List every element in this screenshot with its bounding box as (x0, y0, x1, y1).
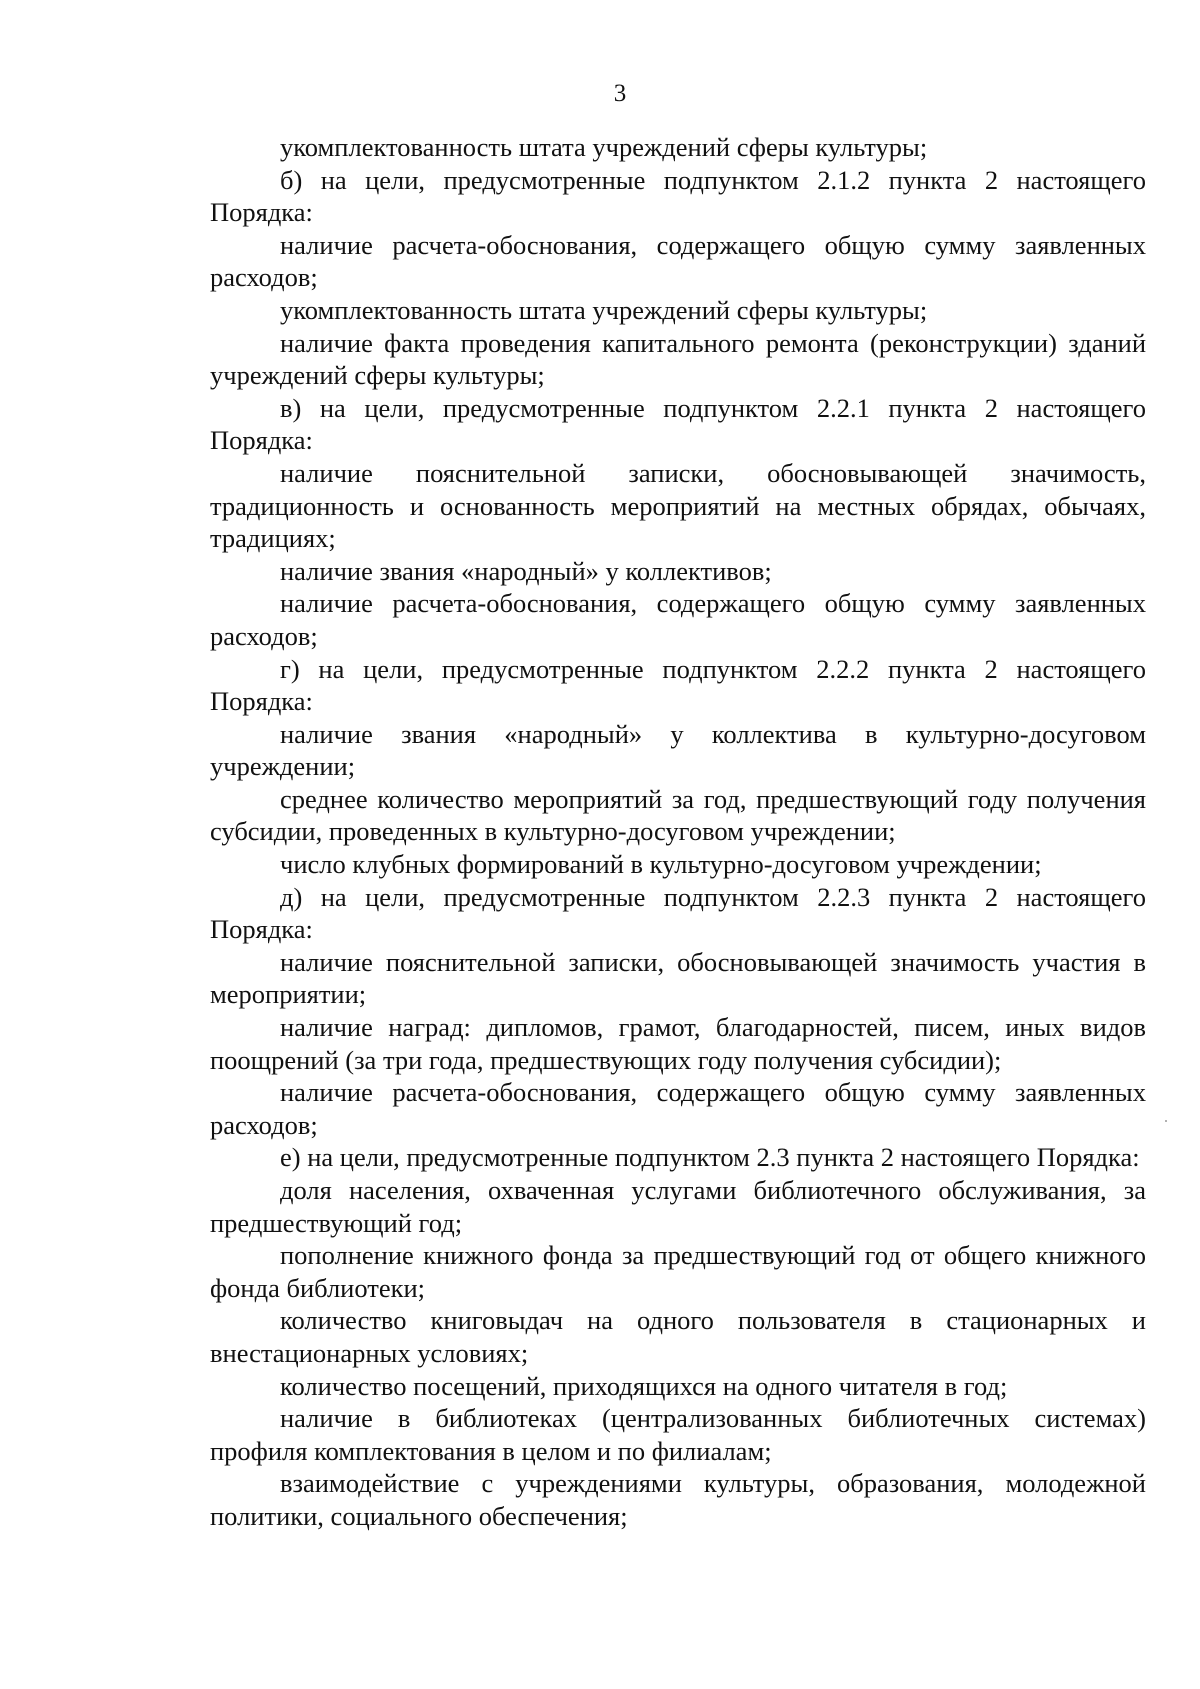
paragraph: наличие факта проведения капитального ремонта (реконструкции) зданий учреждений сферы культуры; (210, 327, 1146, 391)
paragraph: наличие звания «народный» у коллектива в культурно-досуговом учреждении; (210, 718, 1146, 782)
paragraph: наличие в библиотеках (централизованных библиотечных системах) профиля комплектования в целом и по филиалам; (210, 1403, 1146, 1466)
paragraph: количество книговыдач на одного пользователя в стационарных и внестационарных условиях; (210, 1305, 1146, 1368)
paragraph: д) на цели, предусмотренные подпунктом 2.2.3 пункта 2 настоящего Порядка: (210, 881, 1146, 945)
paragraph: наличие наград: дипломов, грамот, благодарностей, писем, иных видов поощрений (за три года, предшествующих году получения субсидии); (210, 1012, 1146, 1075)
paragraph: укомплектованность штата учреждений сферы культуры; (280, 294, 928, 325)
paragraph: взаимодействие с учреждениями культуры, образования, молодежной политики, социального обеспечения; (210, 1468, 1146, 1531)
paragraph: г) на цели, предусмотренные подпунктом 2.2.2 пункта 2 настоящего Порядка: (210, 653, 1146, 717)
paragraph: в) на цели, предусмотренные подпунктом 2.2.1 пункта 2 настоящего Порядка: (210, 392, 1146, 456)
paragraph: наличие расчета-обоснования, содержащего общую сумму заявленных расходов; (210, 229, 1146, 293)
paragraph: доля населения, охваченная услугами библиотечного обслуживания, за предшествующий год; (210, 1175, 1146, 1238)
paragraph: наличие пояснительной записки, обосновывающей значимость, традиционность и основанность мероприятий на местных обрядах, обычаях, традициях; (210, 457, 1146, 554)
paragraph: количество посещений, приходящихся на одного читателя в год; (280, 1370, 1008, 1401)
document-body (210, 131, 1146, 1533)
paragraph: наличие звания «народный» у коллективов; (280, 555, 772, 586)
paragraph: наличие расчета-обоснования, содержащего общую сумму заявленных расходов; (210, 588, 1146, 651)
paragraph: наличие пояснительной записки, обосновывающей значимость участия в мероприятии; (210, 946, 1146, 1010)
paragraph: наличие расчета-обоснования, содержащего общую сумму заявленных расходов; (210, 1077, 1146, 1140)
paragraph: среднее количество мероприятий за год, предшествующий году получения субсидии, проведенных в культурно-досуговом учреждении; (210, 783, 1146, 847)
paragraph: б) на цели, предусмотренные подпунктом 2.1.2 пункта 2 настоящего Порядка: (210, 164, 1146, 228)
scan-artifact (1165, 1120, 1167, 1122)
paragraph: число клубных формирований в культурно-досуговом учреждении; (280, 849, 1042, 880)
paragraph: укомплектованность штата учреждений сферы культуры; (280, 132, 928, 162)
paragraph: е) на цели, предусмотренные подпунктом 2.3 пункта 2 настоящего Порядка: (280, 1142, 1140, 1173)
page-number: 3 (613, 80, 627, 107)
paragraph: пополнение книжного фонда за предшествующий год от общего книжного фонда библиотеки; (210, 1240, 1146, 1303)
